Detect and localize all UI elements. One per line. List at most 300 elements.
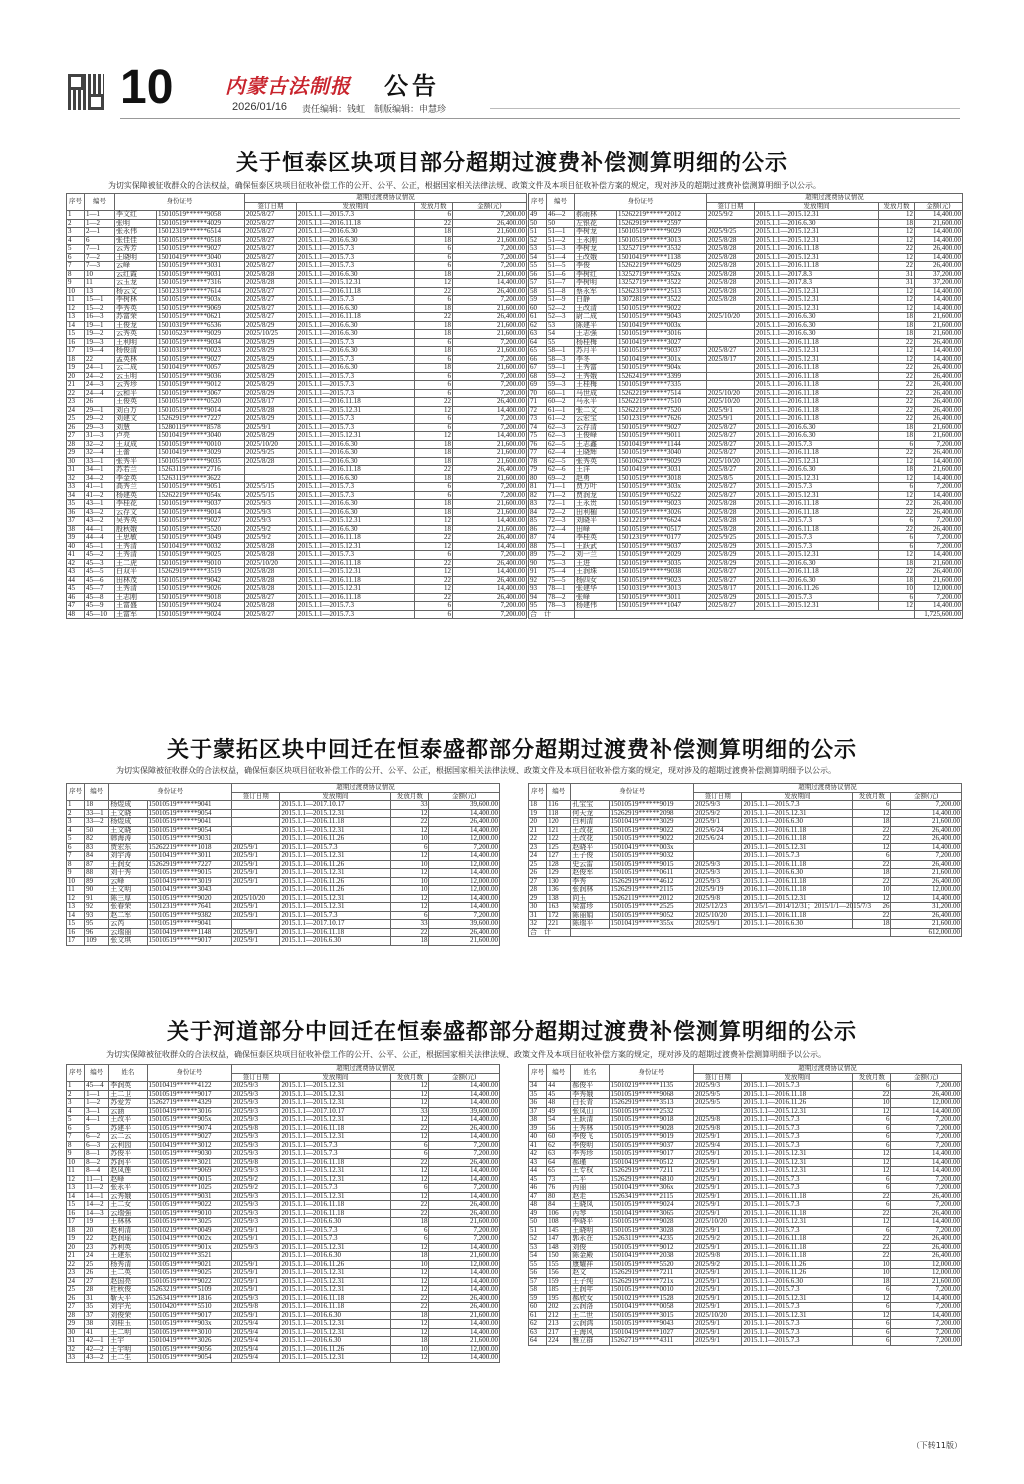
table-cell: 15010419******003x xyxy=(617,321,707,330)
table-cell: 12 xyxy=(879,355,915,364)
table-cell: 93 xyxy=(529,585,547,594)
table-cell: 6 xyxy=(879,593,915,602)
table-cell: 2025/6/24 xyxy=(694,835,742,844)
column-header: 身份证号 xyxy=(147,1065,232,1082)
table-cell: 2025/8/27 xyxy=(245,219,297,228)
table-cell: 69 xyxy=(529,381,547,390)
table-cell: 26,400.00 xyxy=(915,508,963,517)
table-cell: 6 xyxy=(415,381,453,390)
table-cell: 2015.1.1—2016.6.30 xyxy=(297,457,415,466)
table-cell: 苏月平 xyxy=(575,347,617,356)
column-header: 编号 xyxy=(547,1065,571,1082)
table-cell: 2025/8/17 xyxy=(707,355,755,364)
table-cell: 2015.1.1—2015.12.31 xyxy=(280,1286,391,1295)
table-cell: 张秀平 xyxy=(115,457,157,466)
table-cell: 14,400.00 xyxy=(429,894,500,903)
table-cell: 58—3 xyxy=(547,355,575,364)
table-cell: 2015.1.1—2015.12.31 xyxy=(755,253,879,262)
table-cell: 122 xyxy=(547,835,571,844)
table-row xyxy=(529,1167,962,1176)
table-cell: 12,000.00 xyxy=(429,860,500,869)
table-cell: 6 xyxy=(415,610,453,619)
table-cell: 12 xyxy=(415,406,453,415)
table-cell: 14,400.00 xyxy=(429,1286,500,1295)
table-cell: 7,200.00 xyxy=(891,852,962,861)
table-cell: 15010519******3049 xyxy=(157,534,245,543)
table-cell: 15010419******306x xyxy=(609,1184,694,1193)
table-cell: 14,400.00 xyxy=(429,852,500,861)
table-cell: 6 xyxy=(415,262,453,271)
table-cell: 19—4 xyxy=(85,347,115,356)
table-row xyxy=(67,500,527,509)
notice-1-table-left xyxy=(66,193,527,619)
table-row xyxy=(529,903,962,912)
table-cell: 15010419******3016 xyxy=(147,1107,232,1116)
table-cell: 43 xyxy=(67,568,85,577)
table-cell: 15010519******9037 xyxy=(157,500,245,509)
table-cell: 17 xyxy=(67,347,85,356)
table-cell: 王文晓 xyxy=(109,826,147,835)
table-cell: 21 xyxy=(67,381,85,390)
table-cell: 15 xyxy=(67,1201,85,1210)
table-cell: 150 xyxy=(547,1252,571,1261)
notice-2-intro: 为切实保障被征收群众的合法权益，确保恒泰区块项目征收补偿工作的公开、公平、公正，根据国家相关法律法规、政策文件及本项目征收补偿方案的规定，现对涉及的超期过渡费补偿测算明细予以公示。 xyxy=(116,766,836,775)
table-cell: 2025/8/29 xyxy=(245,364,297,373)
table-cell: 2025/8/27 xyxy=(707,423,755,432)
table-cell: 2025/9/3 xyxy=(232,1133,280,1142)
table-cell: 12 xyxy=(879,457,915,466)
table-cell: 78—1 xyxy=(547,585,575,594)
table-cell: 15010519******5520 xyxy=(609,1260,694,1269)
notice-3-intro: 为切实保障被征收群众的合法权益，确保恒泰区块项目征收补偿工作的公开、公平、公正，根据国家相关法律法规、政策文件及本项目征收补偿方案的规定，现对涉及的超期过渡费补偿测算明细予以公示。 xyxy=(106,1050,826,1059)
table-cell: 26,400.00 xyxy=(915,568,963,577)
table-cell: 王跃清 xyxy=(571,1116,609,1125)
table-cell: 15010519******9041 xyxy=(147,801,232,810)
table-cell: 杨桂梅 xyxy=(575,338,617,347)
table-cell: 51—3 xyxy=(547,245,575,254)
table-cell: 王利明 xyxy=(115,338,157,347)
table-cell: 22 xyxy=(853,826,891,835)
page-number: 10 xyxy=(120,61,174,114)
table-cell: 63 xyxy=(547,1150,571,1159)
table-cell: 刘一兰 xyxy=(575,551,617,560)
table-cell: 郝雨林 xyxy=(575,211,617,220)
table-cell: 15010519******9018 xyxy=(157,593,245,602)
notice-2-title: 关于蒙拓区块中回迁在恒泰盛都部分超期过渡费补偿测算明细的公示 xyxy=(166,737,857,763)
table-cell: 2025/8/17 xyxy=(245,398,297,407)
table-cell: 12 xyxy=(391,1243,429,1252)
table-cell: 60—2 xyxy=(547,398,575,407)
table-cell: 刘桂玉 xyxy=(109,1320,147,1329)
table-cell: 58 xyxy=(529,1286,547,1295)
table-cell: 83 xyxy=(85,843,109,852)
table-row xyxy=(529,1116,962,1125)
table-cell: 王二世 xyxy=(571,1311,609,1320)
table-cell: 22 xyxy=(853,835,891,844)
table-cell: 2015.1.1—2015.12.31 xyxy=(742,1294,853,1303)
table-cell: 15262219******2012 xyxy=(617,211,707,220)
table-cell: 12 xyxy=(415,279,453,288)
table-cell: 26,400.00 xyxy=(915,398,963,407)
table-cell: 2025/8/27 xyxy=(245,304,297,313)
table-cell: 2015.1.1—2016.6.30 xyxy=(280,1252,391,1261)
table-cell: 10 xyxy=(67,877,85,886)
table-cell: 云秀娥 xyxy=(109,1192,147,1201)
table-cell: 7,200.00 xyxy=(453,491,527,500)
table-cell: 2025/9/1 xyxy=(694,1150,742,1159)
table-cell: 2015.1.1—2016.11.18 xyxy=(297,466,415,475)
table-cell: 2025/8/27 xyxy=(245,313,297,322)
table-cell: 云利园 xyxy=(109,1141,147,1150)
table-cell: 2025/9/3 xyxy=(232,1141,280,1150)
table-cell: 2025/8/27 xyxy=(245,296,297,305)
table-cell: 18 xyxy=(853,920,891,929)
table-cell: 2025/9/1 xyxy=(694,1294,742,1303)
table-cell: 8 xyxy=(67,1141,85,1150)
column-header: 身份证号 xyxy=(609,1065,694,1082)
table-cell: 7,200.00 xyxy=(453,372,527,381)
table-cell: 云玉龙 xyxy=(115,279,157,288)
table-cell: 云芮 xyxy=(109,920,147,929)
table-cell: 13252719******3522 xyxy=(617,279,707,288)
table-cell: 62 xyxy=(529,321,547,330)
table-cell: 62—6 xyxy=(547,466,575,475)
table-cell: 2015.1.1—2016.11.18 xyxy=(742,1235,853,1244)
table-cell: 2015.1.1—2015.12.31 xyxy=(755,474,879,483)
table-cell: 12,000.00 xyxy=(429,835,500,844)
table-cell: 12 xyxy=(879,296,915,305)
table-cell: 2025/8/29 xyxy=(707,551,755,560)
table-cell: 2015.1.1—2016.6.30 xyxy=(755,423,879,432)
table-cell: 史云雷 xyxy=(571,860,609,869)
table-cell: 2025/8/28 xyxy=(707,517,755,526)
table-cell: 刘干秀 xyxy=(109,869,147,878)
table-cell: 51—4 xyxy=(547,253,575,262)
table-cell: 7,200.00 xyxy=(453,253,527,262)
table-row xyxy=(67,1252,500,1261)
table-cell: 7,200.00 xyxy=(453,296,527,305)
table-cell: 12 xyxy=(853,1218,891,1227)
table-cell: 71—1 xyxy=(547,483,575,492)
table-cell: 2015.1.1—2015.12.31 xyxy=(742,1158,853,1167)
table-cell: 21,600.00 xyxy=(453,347,527,356)
table-row xyxy=(529,296,963,305)
table-cell: 75—3 xyxy=(547,559,575,568)
table-cell: 46—2 xyxy=(547,211,575,220)
table-row xyxy=(529,415,963,424)
column-header: 编号 xyxy=(85,784,109,801)
table-cell: 2015.1.1—2015.12.31 xyxy=(280,1243,391,1252)
table-cell: 7,200.00 xyxy=(429,1150,500,1159)
table-cell: 王子纯 xyxy=(571,1277,609,1286)
table-cell: 15263419******1816 xyxy=(147,1294,232,1303)
table-cell: 2015.1.1—2015.12.31 xyxy=(755,228,879,237)
table-cell: 2015.1.1—2016.11.18 xyxy=(280,1124,391,1133)
table-cell: 48 xyxy=(529,1201,547,1210)
table-cell: 15262919******6810 xyxy=(609,1175,694,1184)
table-cell: 15262919******7211 xyxy=(609,1269,694,1278)
table-cell: 2025/9/1 xyxy=(694,1303,742,1312)
table-cell: 17 xyxy=(67,1218,85,1227)
table-cell: 22 xyxy=(879,449,915,458)
table-cell: 15010519******9054 xyxy=(147,1354,232,1363)
table-cell: 12 xyxy=(853,1167,891,1176)
table-cell: 2025/9/1 xyxy=(232,852,280,861)
table-cell: 2015.1.1—2015.7.3 xyxy=(755,542,879,551)
table-cell: 2015.1.1—2017.8.3 xyxy=(755,270,879,279)
table-cell: 41 xyxy=(67,551,85,560)
table-cell: 尉二成 xyxy=(575,313,617,322)
table-cell: 32 xyxy=(67,1345,85,1354)
table-cell: 2025/10/20 xyxy=(707,389,755,398)
table-cell: 6 xyxy=(853,1141,891,1150)
table-cell: 3 xyxy=(67,818,85,827)
table-cell: 王进 xyxy=(575,559,617,568)
table-cell: 22 xyxy=(391,818,429,827)
table-cell: 13 xyxy=(67,1184,85,1193)
table-cell: 6 xyxy=(415,602,453,611)
table-row xyxy=(529,245,963,254)
table-cell: 48 xyxy=(547,1099,571,1108)
table-cell: 2025/8/27 xyxy=(245,236,297,245)
table-cell: 26,400.00 xyxy=(453,576,527,585)
table-cell: 14,400.00 xyxy=(429,809,500,818)
table-cell: 26,400.00 xyxy=(891,1209,962,1218)
table-cell: 2015.1.1—2016.11.18 xyxy=(742,1090,853,1099)
table-cell: 2015.1.1—2016.11.18 xyxy=(755,381,879,390)
table-cell: 马世成 xyxy=(575,389,617,398)
table-cell: 73 xyxy=(529,415,547,424)
table-cell: 15010519******9038 xyxy=(617,568,707,577)
table-cell: 12 xyxy=(853,809,891,818)
table-cell: 4 xyxy=(67,236,85,245)
table-cell: 42—2 xyxy=(85,1345,109,1354)
table-row xyxy=(529,1320,962,1329)
table-cell: 2025/9/4 xyxy=(232,1328,280,1337)
table-cell: 15262219******6029 xyxy=(617,262,707,271)
table-cell: 王文明 xyxy=(109,886,147,895)
table-cell: 61—1 xyxy=(547,406,575,415)
table-cell: 7,200.00 xyxy=(429,843,500,852)
column-header: 身份证号 xyxy=(115,194,245,211)
column-header: 金额(元) xyxy=(891,792,962,801)
table-cell: 15010419******3065 xyxy=(609,1209,694,1218)
table-cell: 36 xyxy=(67,508,85,517)
table-row xyxy=(67,852,500,861)
table-cell: 15010519******9030 xyxy=(147,1150,232,1159)
table-cell: 2025/10/20 xyxy=(694,1218,742,1227)
table-cell: 62—5 xyxy=(547,440,575,449)
table-cell: 18 xyxy=(853,1277,891,1286)
table-cell: 15010519******2525 xyxy=(609,903,694,912)
table-cell: 蔡永军 xyxy=(575,287,617,296)
table-cell: 2015.1.1—2016.11.18 xyxy=(742,835,853,844)
table-row xyxy=(67,1354,500,1363)
table-cell: 26,400.00 xyxy=(429,1201,500,1210)
table-row xyxy=(529,1150,962,1159)
table-cell: 6 xyxy=(391,1184,429,1193)
table-cell: 21,600.00 xyxy=(453,525,527,534)
table-cell: 15010519******9031 xyxy=(147,1192,232,1201)
table-cell: 15010519******9043 xyxy=(609,1320,694,1329)
table-cell: 15010519******303x xyxy=(617,483,707,492)
table-cell: 2025/9/1 xyxy=(694,1133,742,1142)
table-cell: 26,400.00 xyxy=(915,245,963,254)
table-cell: 2025/9/3 xyxy=(232,1082,280,1091)
table-cell: 87 xyxy=(85,860,109,869)
table-cell: 15010519******9012 xyxy=(157,381,245,390)
table-cell: 7,200.00 xyxy=(891,1286,962,1295)
table-cell: 15010519******9032 xyxy=(609,852,694,861)
table-cell: 33 xyxy=(391,801,429,810)
table-cell: 15262219******7520 xyxy=(617,406,707,415)
table-cell: 12 xyxy=(391,1354,429,1363)
table-cell: 44—4 xyxy=(85,534,115,543)
table-cell: 2025/8/29 xyxy=(245,321,297,330)
table-cell: 2015.1.1—2016.11.26 xyxy=(755,585,879,594)
table-cell: 2015.1.1—2015.7.3 xyxy=(742,1175,853,1184)
table-cell: 15010519******9043 xyxy=(617,313,707,322)
table-cell: 2025/9/19 xyxy=(694,886,742,895)
table-cell: 15010419******3031 xyxy=(617,466,707,475)
table-cell: 郝欣女 xyxy=(571,1294,609,1303)
table-cell: 赵文 xyxy=(571,1269,609,1278)
table-cell: 2015.1.1—2015.7.3 xyxy=(742,1320,853,1329)
table-cell: 12,000.00 xyxy=(891,1099,962,1108)
table-cell: 62—4 xyxy=(547,449,575,458)
table-cell: 21,600.00 xyxy=(891,869,962,878)
table-cell: 51—2 xyxy=(547,236,575,245)
table-cell: 10 xyxy=(879,585,915,594)
table-cell: 202 xyxy=(547,1303,571,1312)
total-label: 合 计 xyxy=(529,610,575,619)
table-row xyxy=(529,1286,962,1295)
table-cell: 2015.1.1—2016.6.30 xyxy=(742,1277,853,1286)
table-cell: 26,400.00 xyxy=(453,313,527,322)
table-cell: 14 xyxy=(67,321,85,330)
table-cell: 74 xyxy=(547,534,575,543)
table-cell: 15010419******3026 xyxy=(147,1337,232,1346)
table-cell: 15010519******5520 xyxy=(157,525,245,534)
table-cell: 15010519******3025 xyxy=(147,1218,232,1227)
table-cell: 3 xyxy=(67,228,85,237)
table-cell: 2015.1.1—2015.7.3 xyxy=(280,911,391,920)
table-cell xyxy=(694,852,742,861)
table-cell: 12 xyxy=(67,1175,85,1184)
table-cell: 68 xyxy=(529,372,547,381)
table-cell: 15010519******2029 xyxy=(617,551,707,560)
table-cell: 19 xyxy=(67,1235,85,1244)
table-cell: 15262919******7227 xyxy=(157,415,245,424)
table-cell: 15010519******9024 xyxy=(157,602,245,611)
table-cell: 1—2 xyxy=(85,1099,109,1108)
table-cell: 2025/9/2 xyxy=(232,1175,280,1184)
table-row xyxy=(67,1269,500,1278)
table-cell: 2015.1.1—2015.12.31 xyxy=(280,869,391,878)
table-cell: 2015.1.1—2015.12.31 xyxy=(280,1167,391,1176)
table-cell: 2025/8/28 xyxy=(707,236,755,245)
table-cell: 27 xyxy=(67,432,85,441)
table-cell: 26,400.00 xyxy=(453,466,527,475)
table-cell: 53 xyxy=(529,1243,547,1252)
table-cell: 75—2 xyxy=(547,551,575,560)
table-cell: 6 xyxy=(879,440,915,449)
table-cell: 2025/9/1 xyxy=(232,903,280,912)
table-cell: 15010519******9019 xyxy=(609,1133,694,1142)
table-cell: 6 xyxy=(879,542,915,551)
table-cell: 43—2 xyxy=(85,1354,109,1363)
total-spacer xyxy=(571,928,891,937)
table-row xyxy=(67,1218,500,1227)
table-cell: 95 xyxy=(529,602,547,611)
table-cell: 2015.1.1—2015.12.31 xyxy=(297,585,415,594)
table-cell xyxy=(707,381,755,390)
table-cell: 2015.1.1—2016.11.18 xyxy=(742,1252,853,1261)
table-cell: 韩海涛 xyxy=(109,835,147,844)
table-cell: 61 xyxy=(529,1311,547,1320)
table-cell: 56 xyxy=(547,1124,571,1133)
table-cell: 王文晓 xyxy=(109,809,147,818)
table-cell: 王二卫 xyxy=(109,1090,147,1099)
table-cell: 12 xyxy=(879,474,915,483)
table-cell: 22 xyxy=(415,559,453,568)
table-cell: 15010519******3013 xyxy=(617,236,707,245)
table-cell: 12 xyxy=(879,287,915,296)
table-cell: 39,600.00 xyxy=(429,801,500,810)
table-cell: 15010419******0032 xyxy=(157,542,245,551)
table-cell: 2015.1.1—2015.12.31 xyxy=(280,1090,391,1099)
table-cell: 18 xyxy=(415,330,453,339)
table-cell: 12 xyxy=(391,1116,429,1125)
table-cell: 贾润龙 xyxy=(575,491,617,500)
table-cell: 2015.1.1—2016.6.30 xyxy=(742,920,853,929)
table-cell: 2015.1.1—2016.11.18 xyxy=(755,415,879,424)
table-cell: 12 xyxy=(415,585,453,594)
table-cell: 15010519******7316 xyxy=(157,279,245,288)
table-cell: 王润女 xyxy=(109,860,147,869)
table-cell: 2015.1.1—2015.7.3 xyxy=(280,1235,391,1244)
table-cell: 6 xyxy=(415,372,453,381)
table-cell: 12 xyxy=(391,1328,429,1337)
table-cell: 2015.1.1—2016.11.18 xyxy=(280,928,391,937)
table-cell: 15010419******0058 xyxy=(609,1303,694,1312)
table-cell: 云瑞强 xyxy=(109,1209,147,1218)
table-row xyxy=(529,483,963,492)
table-cell: 79 xyxy=(529,466,547,475)
table-cell: 2025/9/3 xyxy=(232,1090,280,1099)
table-cell: 苏建平 xyxy=(109,1124,147,1133)
table-cell: 60 xyxy=(547,1133,571,1142)
table-cell: 2025/9/4 xyxy=(232,1320,280,1329)
table-cell: 陈建平 xyxy=(575,321,617,330)
table-cell: 21,600.00 xyxy=(453,508,527,517)
table-cell: 15010519******9027 xyxy=(157,355,245,364)
column-header: 编号 xyxy=(547,784,571,801)
table-cell: 2015.1.1—2016.11.18 xyxy=(280,1303,391,1312)
table-cell: 云秀珍 xyxy=(115,381,157,390)
issue-date: 2026/01/16 xyxy=(232,101,288,113)
table-cell: 7,200.00 xyxy=(891,1226,962,1235)
table-cell: 24—4 xyxy=(85,389,115,398)
table-cell: 7,200.00 xyxy=(891,1303,962,1312)
table-cell: 21,600.00 xyxy=(891,1277,962,1286)
table-cell: 2025/8/28 xyxy=(707,262,755,271)
table-cell: 2015.1.1—2016.11.18 xyxy=(280,1201,391,1210)
table-cell: 张峰 xyxy=(575,593,617,602)
table-cell: 96 xyxy=(85,928,109,937)
table-cell: 2015.1.1—2015.12.31 xyxy=(742,1218,853,1227)
table-cell: 2025/8/29 xyxy=(245,355,297,364)
